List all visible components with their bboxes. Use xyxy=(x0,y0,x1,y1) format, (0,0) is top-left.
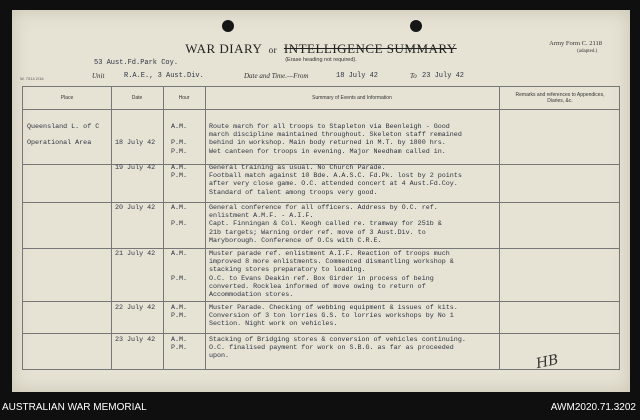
diary-table xyxy=(22,86,620,373)
column-divider xyxy=(163,87,164,369)
to-label: To xyxy=(410,72,417,80)
from-date: 18 July 42 xyxy=(336,72,379,80)
entry-hour: A.M. P.M. xyxy=(171,204,188,229)
credit-institution: AUSTRALIAN WAR MEMORIAL xyxy=(2,402,147,413)
column-header-summary: Summary of Events and Information xyxy=(312,95,392,101)
entry-summary: Route march for all troops to Stapleton via Beenleigh - Good march discipline maintained throughout. Skeleton staff remained behind in workshop. Main body returned in M.T. by 1800 hrs. Wet canteen for troops in evening. Major Needham called in. xyxy=(209,123,462,156)
entry-summary: General conference for all officers. Address by O.C. ref. enlistment A.M.F. - A.I.F. Capt. Finningan & Col. Keogh called re. tramway for 251b & 21b targets; Warning order ref. move of 3 Aust.Div. to Maryborough. Conference of O.Cs with C.R.E. xyxy=(209,204,442,245)
entry-date: 18 July 42 xyxy=(115,139,156,148)
column-divider xyxy=(499,87,500,369)
handwritten-initials: HB xyxy=(534,351,560,373)
unit-value: R.A.E., 3 Aust.Div. xyxy=(124,72,204,80)
entry-hour: A.M. P.M. xyxy=(171,164,188,181)
entry-summary: Muster Parade. Checking of webbing equipment & issues of kits. Conversion of 3 ton lorries G.S. to lorries workshops by No 1 Section. Night work on vehicles. xyxy=(209,304,458,329)
date-time-label: Date and Time.—From xyxy=(244,72,309,80)
column-header-hour: Hour xyxy=(178,95,190,101)
entry-date: 23 July 42 xyxy=(115,336,156,344)
title-struck-intelligence: INTELLIGENCE SUMMARY xyxy=(283,41,457,56)
header-rule xyxy=(23,109,619,110)
to-date: 23 July 42 xyxy=(422,72,465,80)
column-header-remarks: Remarks and references to Appendices, Diaries, &c. xyxy=(515,92,605,104)
punch-hole-left xyxy=(222,20,234,32)
entry-summary: General training as usual. No Church Parade. Football match against 10 Bde. A.A.S.C. Fd.Pk. lost by 2 points after very close game. O.C. attended concert at 4 Aust.Fd.Coy. Standard of talent among troops very good. xyxy=(209,164,462,197)
entry-date: 20 July 42 xyxy=(115,204,156,212)
entry-rule xyxy=(23,301,619,302)
column-divider xyxy=(111,87,112,369)
entry-hour: A.M. P.M. xyxy=(171,304,188,321)
diary-sheet xyxy=(12,10,630,392)
entry-date: 22 July 42 xyxy=(115,304,156,312)
entry-hour: A.M. P.M. xyxy=(171,250,188,283)
erase-note: (Erase heading not required). xyxy=(285,57,357,63)
title-or: or xyxy=(268,45,278,55)
unit-typed: 53 Aust.Fd.Park Coy. xyxy=(94,59,179,67)
entry-hour: A.M. P.M. P.M. xyxy=(171,123,188,156)
entry-date: 21 July 42 xyxy=(115,250,156,258)
title-war-diary: WAR DIARY xyxy=(185,41,262,56)
army-form-label xyxy=(549,40,602,54)
column-header-place: Place xyxy=(60,95,74,101)
entry-summary: Stacking of Bridging stores & conversion of vehicles continuing. O.C. finalised payment for work on S.B.G. as far as proceeded upon. xyxy=(209,336,466,361)
form-title xyxy=(12,41,630,57)
unit-label: Unit xyxy=(92,72,105,80)
entry-hour: A.M. P.M. xyxy=(171,336,188,353)
entry-date: 19 July 42 xyxy=(115,164,156,172)
entry-summary: Muster parade ref. enlistment A.I.F. Reaction of troops much improved 8 more enlistments. Commenced dismantling workshop & stacking stores preparatory to loading. O.C. to Evans Deakin ref. Box Girder in process of being converted. Rocklea informed of move owing to return of Accommodation stores. xyxy=(209,250,454,300)
column-divider xyxy=(205,87,206,369)
entry-place: Queensland L. of C Operational Area xyxy=(27,123,100,148)
form-reference: W. 7014 2/16 xyxy=(20,76,44,81)
entry-rule xyxy=(23,202,619,203)
army-form-number: Army Form C. 2118 xyxy=(549,40,602,47)
entry-rule xyxy=(23,248,619,249)
column-header-date: Date xyxy=(131,95,143,101)
punch-hole-right xyxy=(410,20,422,32)
army-form-adapted: (adapted.) xyxy=(577,49,598,54)
entry-rule xyxy=(23,333,619,334)
credit-accession-number: AWM2020.71.3202 xyxy=(550,402,636,413)
